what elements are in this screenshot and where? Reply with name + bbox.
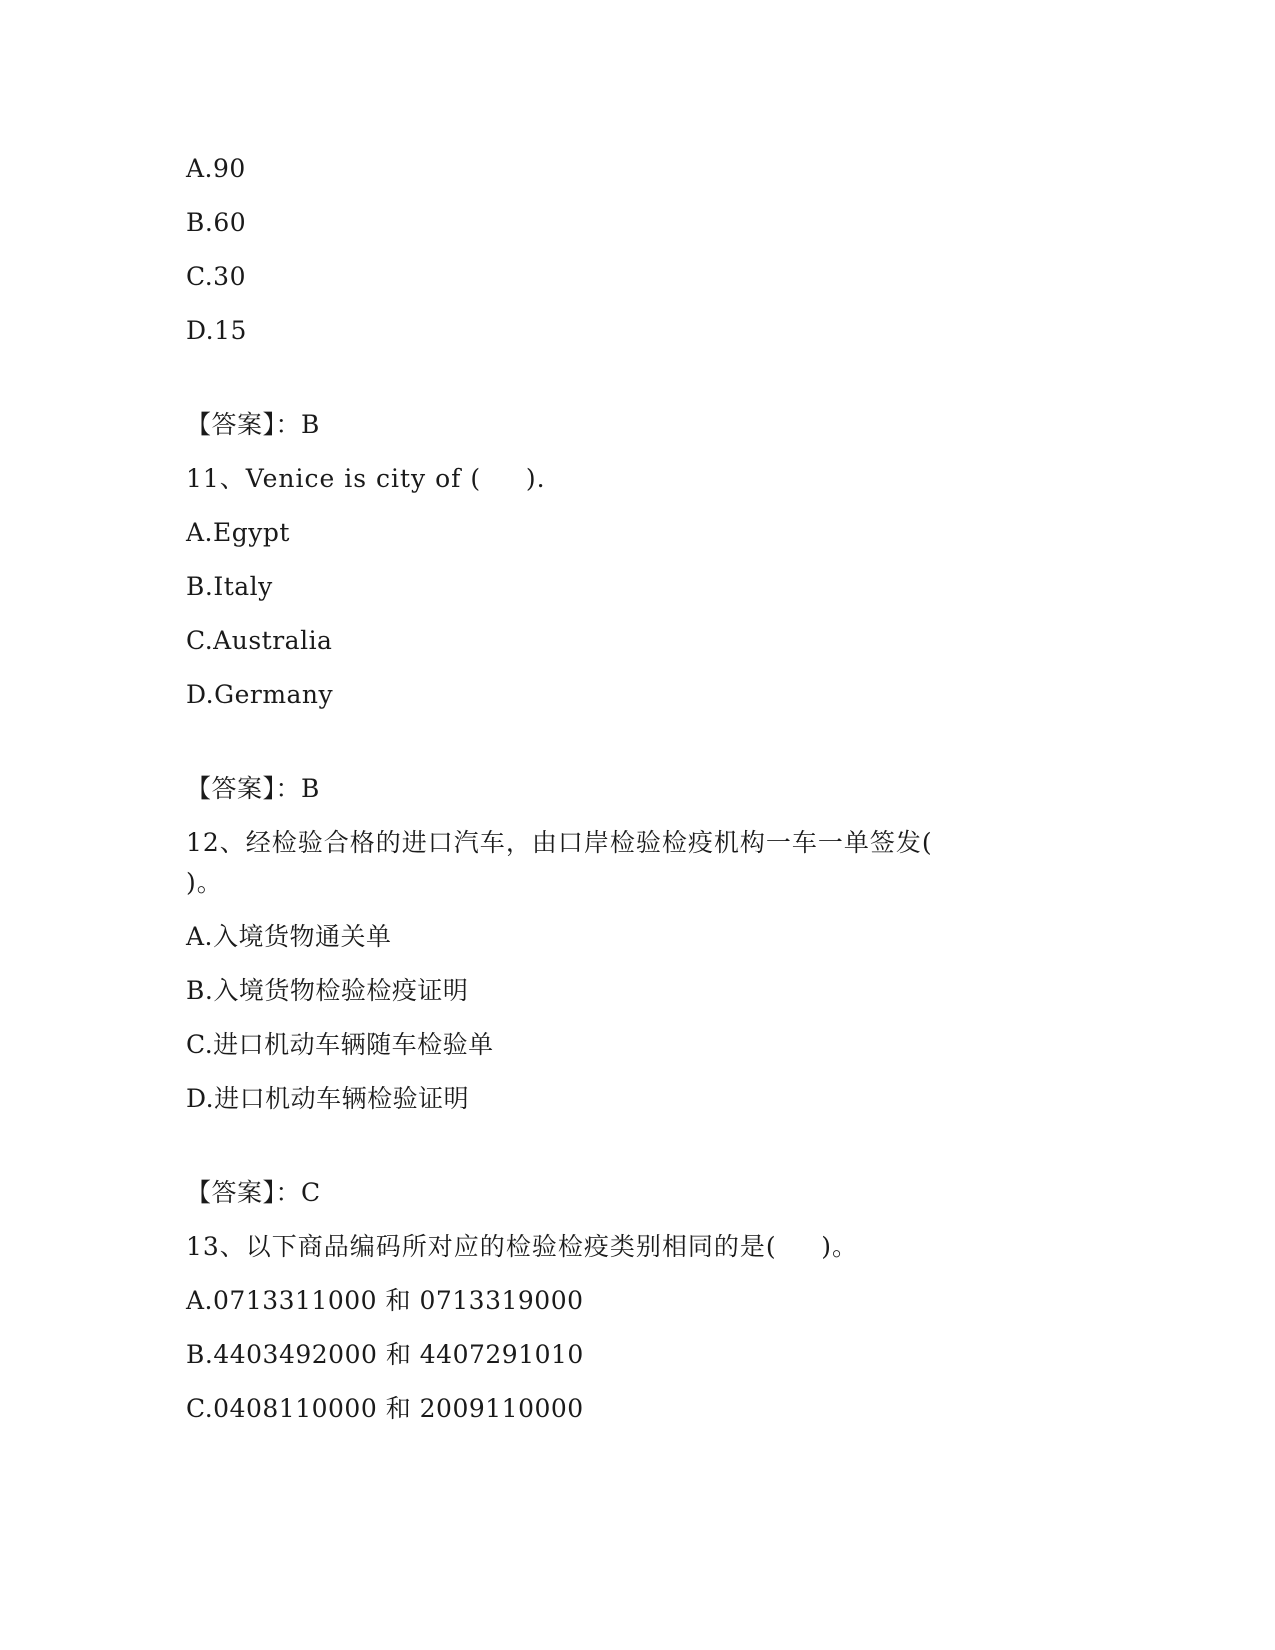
q12-question-line1: 12、经检验合格的进口汽车，由口岸检验检疫机构一车一单签发( (186, 828, 933, 857)
q10-answer: 【答案】：B (186, 410, 320, 439)
q11-option-a: A.Egypt (186, 518, 290, 547)
q13-option-a: A.0713311000 和 0713319000 (186, 1286, 584, 1315)
q12-option-d: D.进口机动车辆检验证明 (186, 1084, 470, 1113)
q11-question: 11、Venice is city of ( ). (186, 464, 546, 493)
q12-answer: 【答案】：C (186, 1178, 321, 1207)
q13-option-c: C.0408110000 和 2009110000 (186, 1394, 584, 1423)
q11-option-d: D.Germany (186, 680, 334, 709)
q10-option-a: A.90 (186, 154, 246, 183)
q11-option-c: C.Australia (186, 626, 333, 655)
q12-question-line2: )。 (186, 868, 223, 897)
q12-option-a: A.入境货物通关单 (186, 922, 392, 951)
q11-option-b: B.Italy (186, 572, 273, 601)
q12-option-c: C.进口机动车辆随车检验单 (186, 1030, 494, 1059)
q13-option-b: B.4403492000 和 4407291010 (186, 1340, 584, 1369)
q11-answer: 【答案】：B (186, 774, 320, 803)
q12-option-b: B.入境货物检验检疫证明 (186, 976, 469, 1005)
q10-option-d: D.15 (186, 316, 247, 345)
q13-question: 13、以下商品编码所对应的检验检疫类别相同的是( )。 (186, 1232, 859, 1261)
q10-option-b: B.60 (186, 208, 247, 237)
q10-option-c: C.30 (186, 262, 246, 291)
